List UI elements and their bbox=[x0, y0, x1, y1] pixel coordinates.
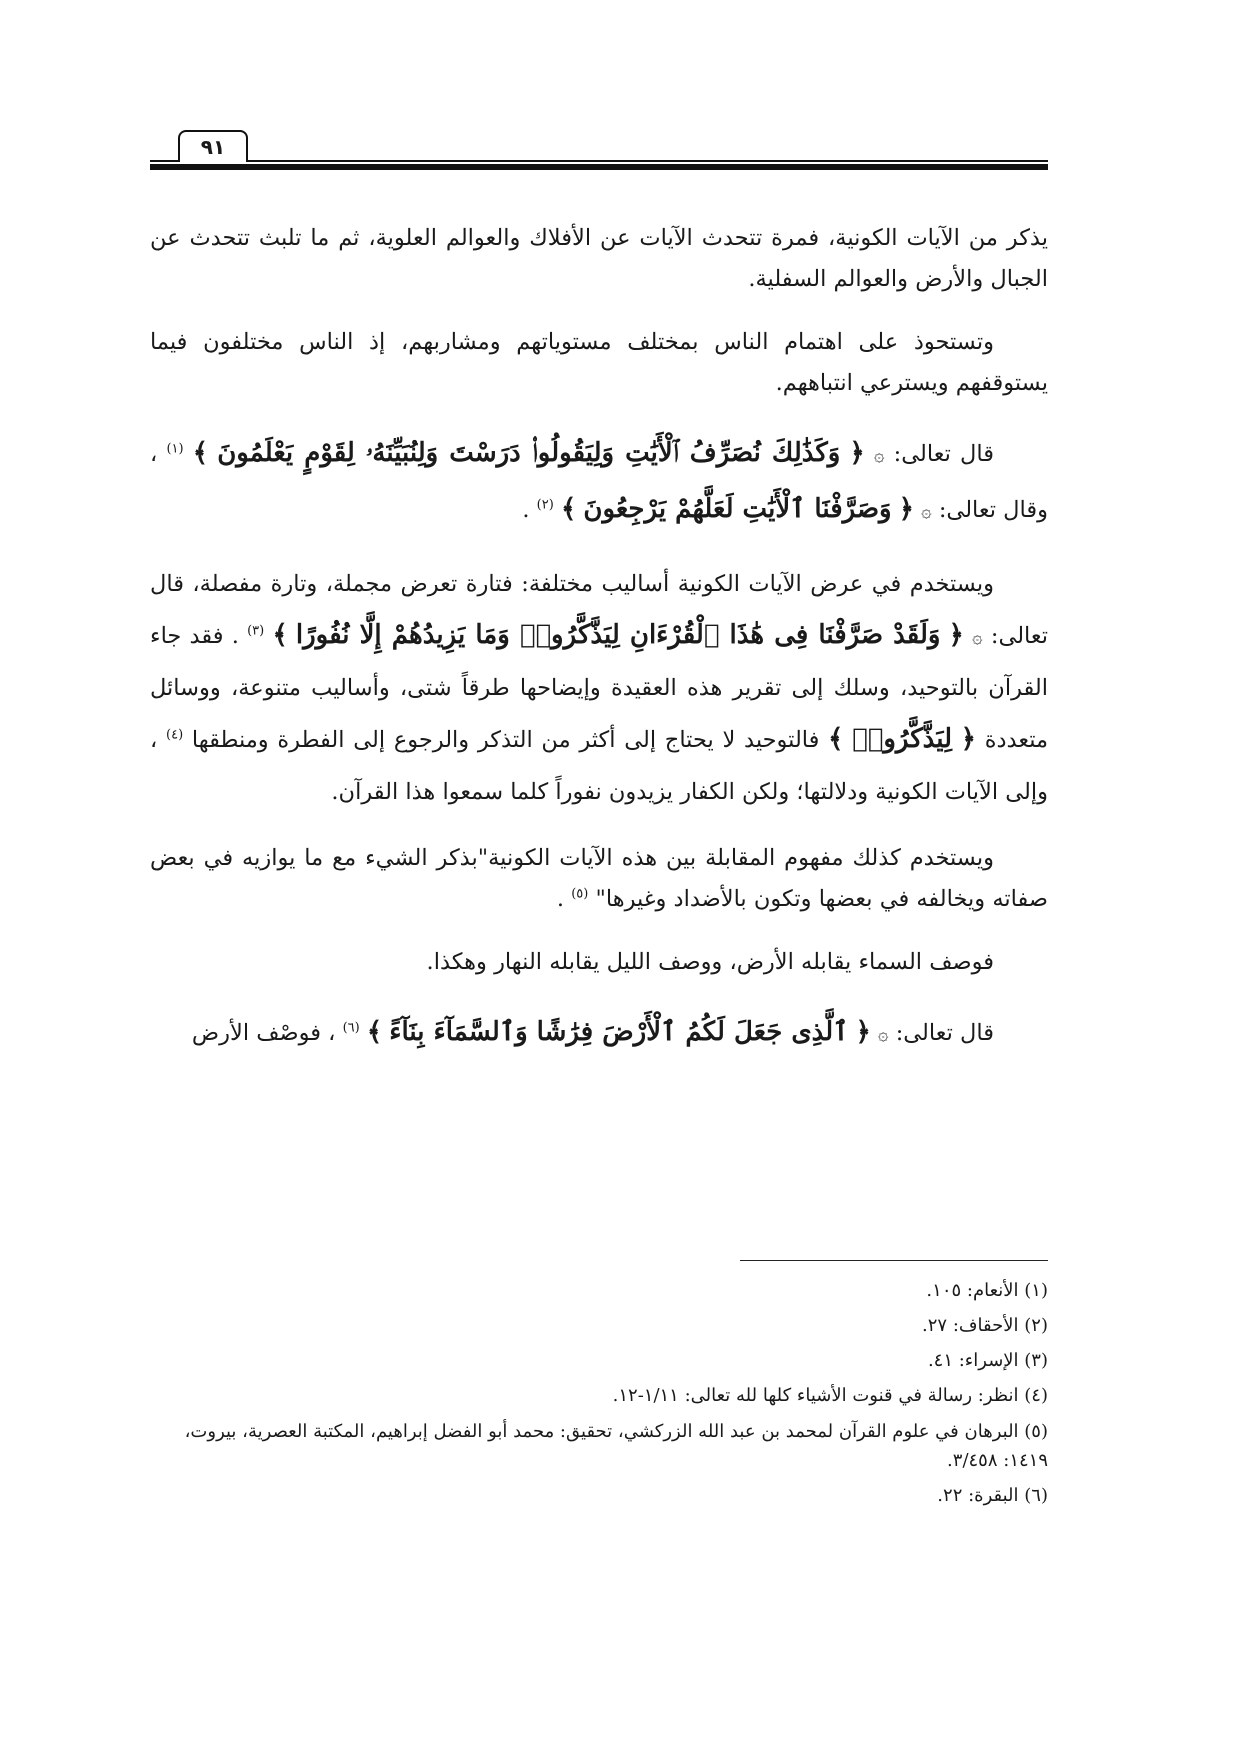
main-text bbox=[150, 218, 1048, 1083]
footnote-ref: (٥) bbox=[571, 886, 589, 902]
paragraph-1: يذكر من الآيات الكونية، فمرة تتحدث الآيات عن الأفلاك والعوالم العلوية، ثم ما تلبث تتحدث عن الجبال والأرض والعوالم السفلية. bbox=[150, 225, 1048, 292]
verse-bracket-close: ﴾ bbox=[192, 437, 209, 468]
footnote-ref: (٣) bbox=[247, 623, 265, 639]
body-text: ويستخدم في عرض الآيات الكونية أساليب مختلفة: فتارة تعرض مجملة، وتارة مفصلة، قال تعالى: bbox=[150, 570, 1049, 649]
paragraph-6: فوصف السماء يقابله الأرض، ووصف الليل يقابله النهار وهكذا. bbox=[426, 949, 994, 976]
body-text: فالتوحيد لا يحتاج إلى أكثر من التذكر والرجوع إلى الفطرة ومنطقها bbox=[191, 727, 820, 754]
verse-bracket-close: ﴾ bbox=[560, 493, 577, 524]
footnote-ref: (٢) bbox=[536, 497, 554, 513]
footnote-4: (٤) انظر: رسالة في قنوت الأشياء كلها لله تعالى: ١/١١-١٢. bbox=[612, 1385, 1048, 1407]
ornament-flower-icon: ۞ bbox=[873, 444, 885, 466]
verse-bracket-open: ﴿ bbox=[849, 437, 865, 468]
footnote-ref: (٦) bbox=[342, 1020, 360, 1036]
page-header bbox=[150, 128, 1048, 168]
verse-bracket-close: ﴾ bbox=[272, 619, 288, 650]
quran-verse: وَصَرَّفْنَا ٱلْأَيَٰتِ لَعَلَّهُمْ يَرْجِعُونَ bbox=[583, 493, 892, 524]
end-text: . bbox=[556, 886, 565, 913]
paragraph-2: وتستحوذ على اهتمام الناس بمختلف مستوياتهم ومشاربهم، إذ الناس مختلفون فيما يستوقفهم ويسترعي انتباههم. bbox=[150, 328, 1048, 396]
body-text: ويستخدم كذلك مفهوم المقابلة بين هذه الآيات الكونية"بذكر الشيء مع ما يوازيه في بعض صفاته ويخالفه في بعضها وتكون بالأضداد وغيرها" bbox=[150, 845, 1048, 913]
paragraph-3 bbox=[150, 426, 1048, 538]
header-rule-thick bbox=[150, 164, 1048, 170]
verse-bracket-close: ﴾ bbox=[366, 1017, 383, 1048]
verse-bracket-open: ﴿ bbox=[948, 619, 964, 650]
ornament-flower-icon: ۞ bbox=[972, 626, 983, 648]
quran-verse: ٱلَّذِى جَعَلَ لَكُمُ ٱلْأَرْضَ فِرَٰشًا وَٱلسَّمَآءَ بِنَآءً bbox=[389, 1017, 849, 1048]
intro-text: قال تعالى: bbox=[888, 1020, 994, 1047]
footnote-5: (٥) البرهان في علوم القرآن لمحمد بن عبد الله الزركشي، تحقيق: محمد أبو الفضل إبراهيم، المكتبة العصرية، بيروت، ١٤١٩: ٣/٤٥٨. bbox=[184, 1420, 1048, 1471]
quran-word: لِيَذَّكَّرُوا۟ bbox=[852, 724, 953, 755]
body-text: . فقد جاء القرآن بالتوحيد، وسلك إلى تقرير هذه العقيدة وإيضاحها طرقاً شتى، وأساليب متنوعة، ووسائل متعددة bbox=[150, 622, 1049, 754]
footnote-3: (٣) الإسراء: ٤١. bbox=[927, 1350, 1048, 1372]
footnote-1: (١) الأنعام: ١٠٥. bbox=[926, 1280, 1048, 1301]
footnote-separator bbox=[740, 1260, 1048, 1261]
footnote-6: (٦) البقرة: ٢٢. bbox=[937, 1484, 1048, 1506]
paragraph-5 bbox=[150, 838, 1048, 920]
verse-bracket-close: ﴾ bbox=[828, 724, 844, 755]
ornament-flower-icon: ۞ bbox=[921, 500, 932, 522]
end-text: ، فوصْف الأرض bbox=[191, 1020, 336, 1047]
verse-bracket-open: ﴿ bbox=[960, 724, 976, 755]
footnote-2: (٢) الأحقاف: ٢٧. bbox=[922, 1315, 1048, 1337]
footnotes bbox=[150, 1276, 1048, 1516]
footnote-ref: (٤) bbox=[166, 727, 184, 743]
header-rule-thin bbox=[150, 160, 1048, 162]
paragraph-7 bbox=[150, 1005, 1048, 1061]
intro-text: قال تعالى: bbox=[884, 440, 994, 467]
mid-text: ، وقال تعالى: bbox=[150, 440, 1048, 523]
ornament-flower-icon: ۞ bbox=[878, 1024, 889, 1046]
page-number: ٩١ bbox=[178, 130, 248, 162]
verse-bracket-open: ﴿ bbox=[855, 1017, 871, 1048]
verse-bracket-open: ﴿ bbox=[898, 493, 914, 524]
body-text: ، وإلى الآيات الكونية ودلالتها؛ ولكن الكفار يزيدون نفوراً كلما سمعوا هذا القرآن. bbox=[150, 727, 1048, 806]
quran-verse: وَلَقَدْ صَرَّفْنَا فِى هَٰذَا ٱلْقُرْءَانِ لِيَذَّكَّرُوا۟ وَمَا يَزِيدُهُمْ إِلَّا نُفُورًا bbox=[295, 619, 941, 650]
paragraph-4 bbox=[150, 560, 1048, 817]
quran-verse: وَكَذَٰلِكَ نُصَرِّفُ ٱلْأَيَٰتِ وَلِيَقُولُوا۟ دَرَسْتَ وَلِنُبَيِّنَهُۥ لِقَوْمٍ يَعْلَمُونَ bbox=[217, 437, 841, 468]
end-text: . bbox=[522, 496, 530, 523]
footnote-ref: (١) bbox=[166, 441, 184, 457]
